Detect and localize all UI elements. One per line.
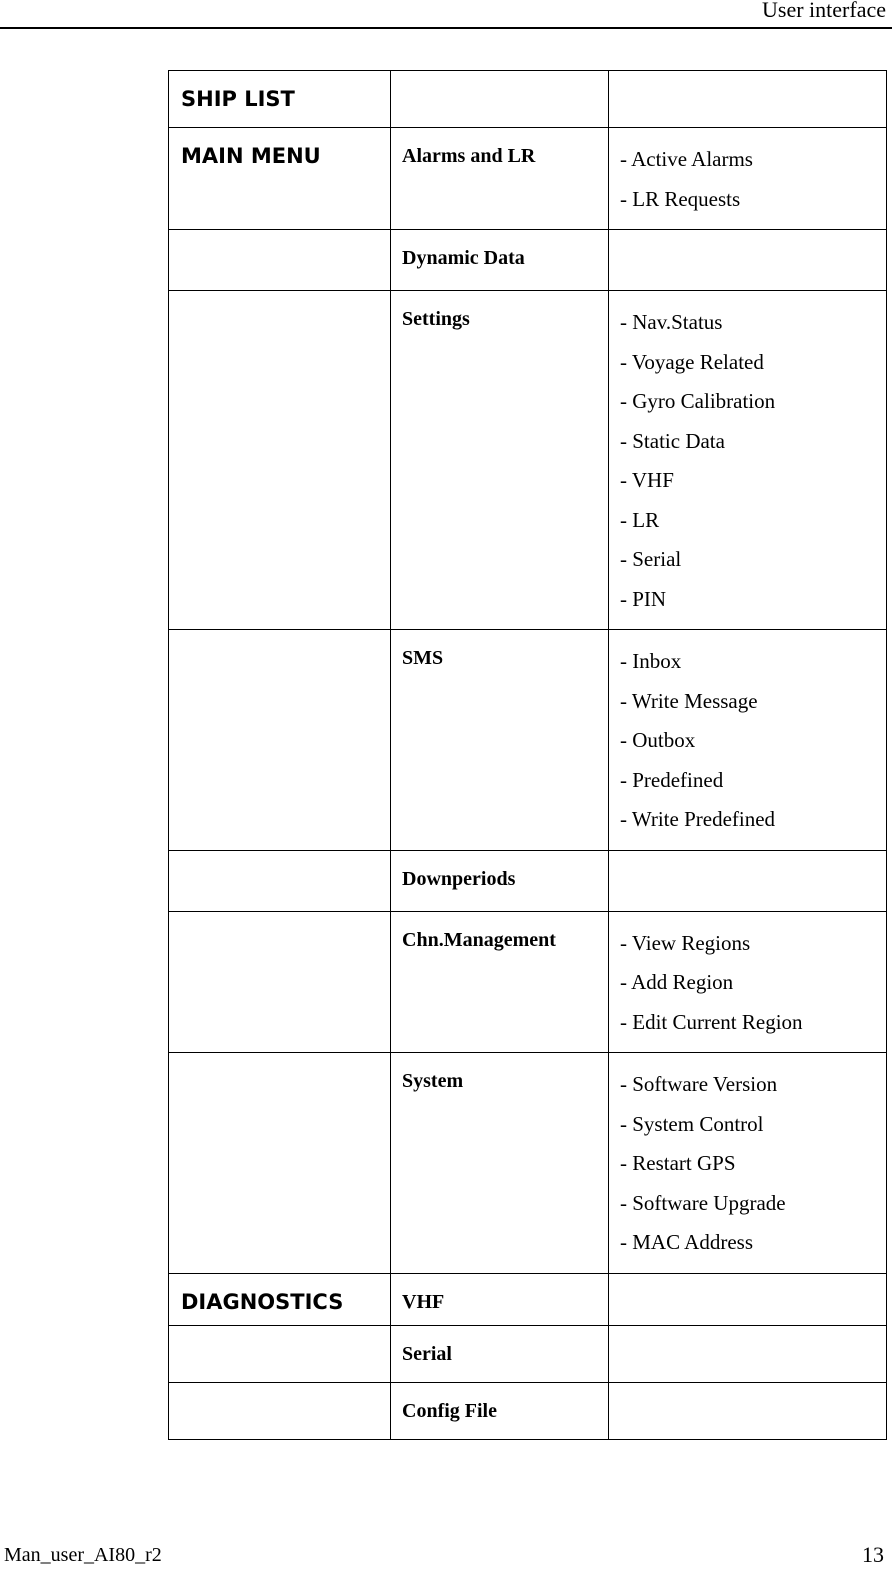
- submenu-cell: [609, 291, 887, 630]
- submenu-item: - PIN: [620, 586, 667, 611]
- section-cell: [169, 1273, 391, 1325]
- menu-item-label: SMS: [402, 647, 444, 669]
- menu-item-cell: [391, 291, 609, 630]
- menu-item-cell: [391, 630, 609, 851]
- menu-item-cell: [391, 1325, 609, 1382]
- menu-item-label: Alarms and LR: [402, 145, 536, 167]
- footer-page-number: 13: [862, 1542, 884, 1567]
- table-row: [169, 1325, 887, 1382]
- menu-item-label: Settings: [402, 308, 470, 330]
- section-cell: [169, 291, 391, 630]
- table-row: [169, 71, 887, 128]
- submenu-item: - Static Data: [620, 428, 725, 453]
- submenu-item: - Outbox: [620, 728, 696, 752]
- submenu-item: - Restart GPS: [620, 1151, 736, 1175]
- submenu-list: [609, 1053, 886, 1273]
- submenu-item: - MAC Address: [620, 1230, 754, 1254]
- table-row: [169, 230, 887, 291]
- section-cell: [169, 128, 391, 230]
- menu-item-cell: [391, 230, 609, 291]
- submenu-cell: [609, 1273, 887, 1325]
- menu-item-cell: [391, 911, 609, 1053]
- section-label: DIAGNOSTICS: [181, 1289, 344, 1314]
- menu-item-label: Downperiods: [402, 867, 516, 890]
- page-header: [0, 0, 892, 29]
- table-row: [169, 630, 887, 851]
- submenu-cell: [609, 1053, 887, 1274]
- section-label: MAIN MENU: [181, 144, 321, 168]
- section-cell: [169, 1053, 391, 1274]
- submenu-cell: [609, 71, 887, 128]
- menu-structure-table: [168, 70, 887, 1440]
- table-row: [169, 911, 887, 1053]
- section-cell: [169, 911, 391, 1053]
- table-row: [169, 850, 887, 911]
- submenu-item: - Gyro Calibration: [620, 389, 776, 413]
- table-row: [169, 1382, 887, 1439]
- menu-item-label: Dynamic Data: [402, 247, 525, 269]
- section-cell: [169, 230, 391, 291]
- menu-item-cell: [391, 71, 609, 128]
- submenu-item: - Edit Current Region: [620, 1009, 803, 1034]
- section-cell: [169, 1382, 391, 1439]
- menu-item-label: Config File: [402, 1399, 497, 1422]
- submenu-item: - LR Requests: [620, 186, 741, 211]
- submenu-cell: [609, 230, 887, 291]
- submenu-cell: [609, 1382, 887, 1439]
- menu-item-cell: [391, 1273, 609, 1325]
- submenu-list: [609, 128, 886, 229]
- submenu-cell: [609, 850, 887, 911]
- section-cell: [169, 630, 391, 851]
- submenu-item: - Write Predefined: [620, 807, 776, 831]
- menu-item-cell: [391, 128, 609, 230]
- menu-table-body: [169, 71, 887, 1440]
- submenu-list: [609, 291, 886, 629]
- submenu-list: [609, 630, 886, 850]
- table-row: [169, 128, 887, 230]
- section-cell: [169, 850, 391, 911]
- menu-item-label: Chn.Management: [402, 928, 556, 951]
- submenu-item: - Add Region: [620, 970, 734, 994]
- submenu-item: - Serial: [620, 547, 682, 571]
- section-label: SHIP LIST: [181, 87, 295, 111]
- submenu-item: - Active Alarms: [620, 147, 753, 171]
- menu-item-cell: [391, 1053, 609, 1274]
- menu-item-cell: [391, 1382, 609, 1439]
- submenu-item: - View Regions: [620, 930, 751, 955]
- submenu-item: - VHF: [620, 468, 674, 492]
- footer-document-id: Man_user_AI80_r2: [4, 1544, 162, 1566]
- table-row: [169, 291, 887, 630]
- submenu-list: [609, 912, 886, 1053]
- submenu-item: - System Control: [620, 1111, 764, 1136]
- menu-item-label: System: [402, 1070, 464, 1092]
- section-cell: [169, 1325, 391, 1382]
- menu-item-label: VHF: [402, 1290, 445, 1313]
- submenu-cell: [609, 630, 887, 851]
- submenu-item: - Inbox: [620, 649, 682, 673]
- page-footer: [0, 1541, 892, 1571]
- menu-item-label: Serial: [402, 1342, 452, 1365]
- submenu-item: - Predefined: [620, 767, 724, 792]
- submenu-item: - Software Version: [620, 1072, 778, 1096]
- header-title: User interface: [762, 0, 886, 22]
- submenu-cell: [609, 1325, 887, 1382]
- submenu-item: - LR: [620, 507, 660, 532]
- table-row: [169, 1273, 887, 1325]
- table-row: [169, 1053, 887, 1274]
- submenu-item: - Voyage Related: [620, 349, 764, 374]
- submenu-cell: [609, 911, 887, 1053]
- menu-item-cell: [391, 850, 609, 911]
- section-cell: [169, 71, 391, 128]
- submenu-item: - Software Upgrade: [620, 1190, 786, 1215]
- submenu-item: - Write Message: [620, 688, 758, 713]
- submenu-cell: [609, 128, 887, 230]
- submenu-item: - Nav.Status: [620, 310, 723, 334]
